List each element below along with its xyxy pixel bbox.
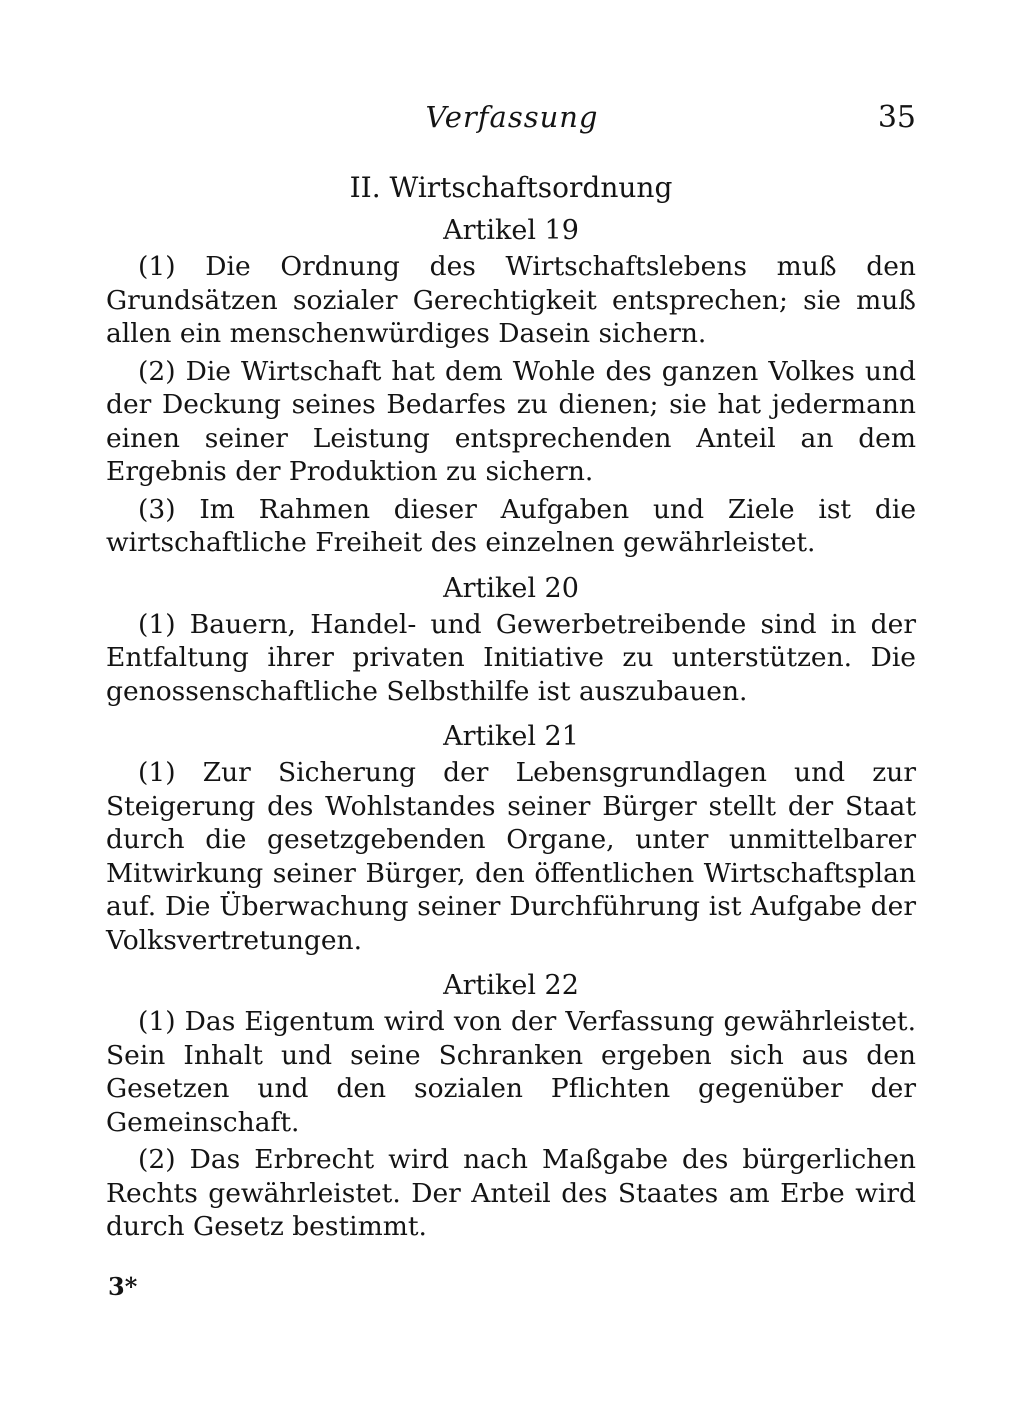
article-paragraph: (1) Zur Sicherung der Lebensgrundlagen und zur Steigerung des Wohlstandes seiner Bürger stellt der Staat durch die gesetzgebenden Organe, unter unmittelbarer Mitwirkung seiner Bürger, den öffentlichen Wirtschaftsplan auf. Die Überwachung seiner Durchführung ist Aufgabe der Volksvertretungen. (106, 757, 916, 956)
section-title: II. Wirtschaftsordnung (349, 171, 673, 204)
article-21 (106, 718, 916, 957)
article-paragraph: (1) Bauern, Handel- und Gewerbetreibende sind in der Entfaltung ihrer privaten Initiative zu unterstützen. Die genossenschaftliche Selbsthilfe ist auszubauen. (106, 608, 916, 707)
article-paragraph: (2) Die Wirtschaft hat dem Wohle des ganzen Volkes und der Deckung seines Bedarfes zu dienen; sie hat jedermann einen seiner Leistung entsprechenden Anteil an dem Ergebnis der Produktion zu sichern. (106, 355, 916, 487)
article-paragraph: (3) Im Rahmen dieser Aufgaben und Ziele ist die wirtschaftliche Freiheit des einzelnen gewährleistet. (106, 493, 916, 558)
page-number: 35 (877, 100, 916, 135)
running-title: Verfassung (425, 100, 599, 134)
page-body (106, 168, 916, 1254)
article-20 (106, 570, 916, 709)
article-22 (106, 967, 916, 1244)
article-title: Artikel 21 (443, 721, 579, 752)
article-paragraph: (2) Das Erbrecht wird nach Maßgabe des bürgerlichen Rechts gewährleistet. Der Anteil des Staates am Erbe wird durch Gesetz bestimmt. (106, 1144, 916, 1242)
signature-mark: 3* (108, 1272, 138, 1301)
running-head (0, 100, 1024, 140)
article-paragraph: (1) Das Eigentum wird von der Verfassung gewährleistet. Sein Inhalt und seine Schranken ergeben sich aus den Gesetzen und den sozialen Pflichten gegenüber der Gemeinschaft. (106, 1006, 916, 1138)
article-title: Artikel 22 (443, 970, 579, 1001)
article-19 (106, 212, 916, 560)
article-paragraph: (1) Die Ordnung des Wirtschaftslebens muß den Grundsätzen sozialer Gerechtigkeit entsprechen; sie muß allen ein menschenwürdiges Dasein sichern. (106, 251, 916, 349)
article-title: Artikel 20 (443, 572, 579, 604)
article-title: Artikel 19 (443, 215, 579, 246)
